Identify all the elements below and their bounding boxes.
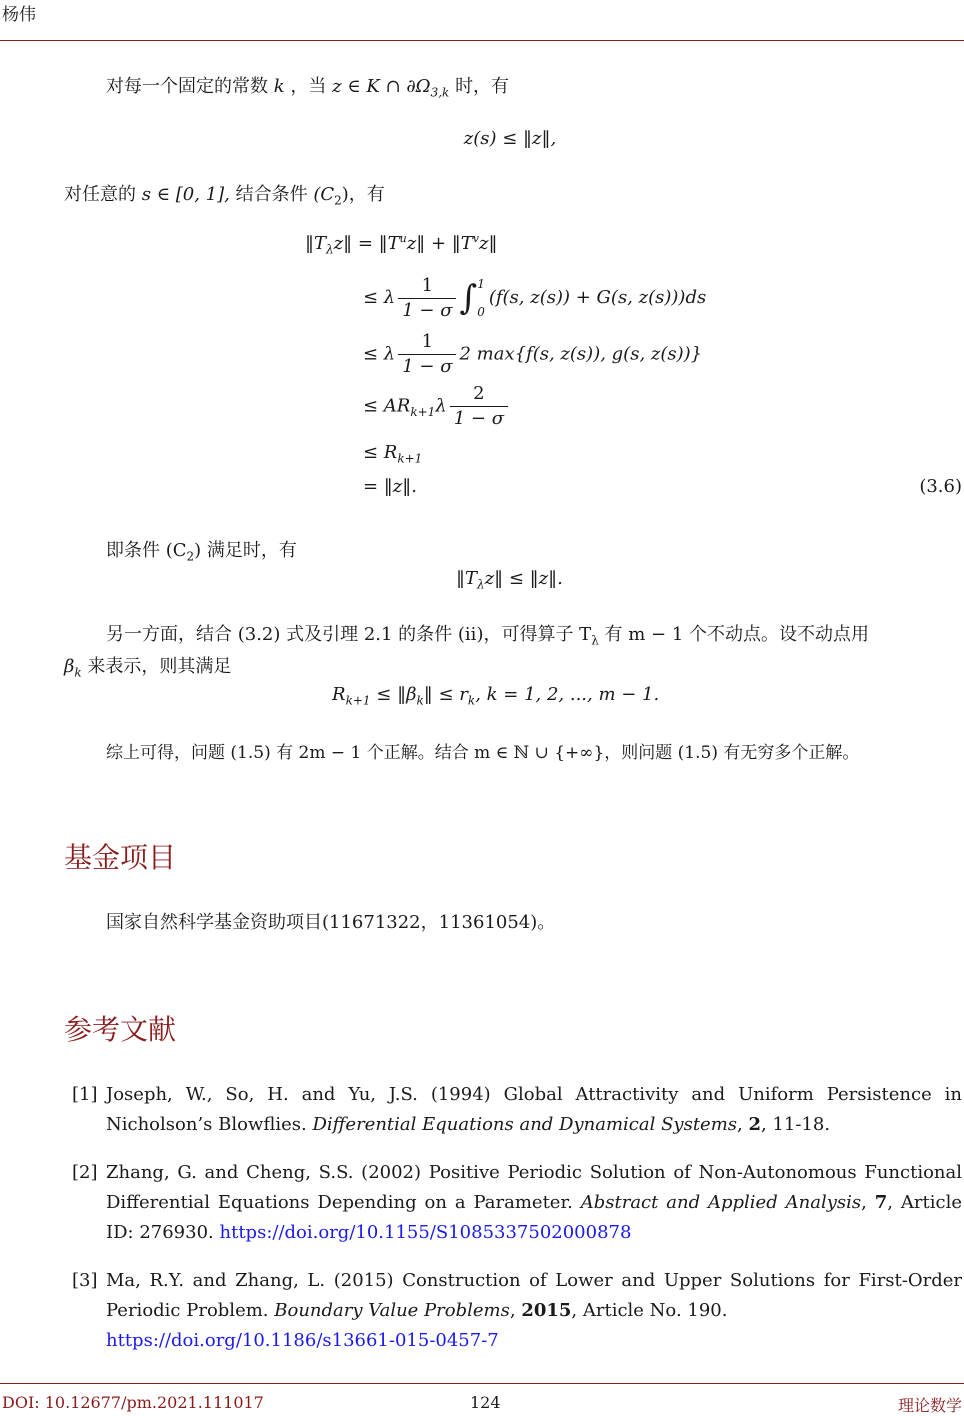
footer-divider xyxy=(0,1383,964,1384)
reference-item-2: [2] Zhang, G. and Cheng, S.S. (2002) Positive Periodic Solution of Non-Autonomous Functional Differential Equations Depending on a Parameter. Abstract and Applied Analysis, 7, Article ID: 276930. https://doi.org/10.1155/S1085337502000878 xyxy=(72,1162,962,1243)
section-title-references: 参考文献 xyxy=(64,1013,177,1046)
paragraph-fixed-points-line1: 另一方面，结合 (3.2) 式及引理 2.1 的条件 (ii)，可得算子 $T_\lambda$ 有 m − 1 个不动点。设不动点用 xyxy=(106,624,870,648)
paragraph-condition-c2: 即条件 $(C_2)$ 满足时，有 xyxy=(106,540,297,564)
equation-number: (3.6) xyxy=(919,476,962,497)
eq-line-5: ≤ $R_{k+1}$ xyxy=(363,442,423,466)
paragraph-fixed-points-line2: $\beta_k$ 来表示，则其满足 xyxy=(64,656,232,680)
reference-item-1: [1] Joseph, W., So, H. and Yu, J.S. (1994) Global Attractivity and Uniform Persistence in Nicholson’s Blowflies. Differential Equations and Dynamical Systems, 2, 11-18. xyxy=(72,1084,962,1135)
paragraph-conclusion: 综上可得，问题 (1.5) 有 2m − 1 个正解。结合 m ∈ ℕ ∪ {+∞}，则问题 (1.5) 有无穷多个正解。 xyxy=(106,743,860,763)
header-divider xyxy=(0,40,964,41)
eq-line-6: = ‖z‖. xyxy=(363,476,418,497)
footer-doi[interactable]: DOI: 10.12677/pm.2021.111017 xyxy=(2,1393,264,1412)
eq-line-1: $‖T_\lambda z‖$ = $‖T^uz‖$ + $‖T^vz‖$ xyxy=(305,232,498,257)
running-header-author: 杨伟 xyxy=(2,5,36,25)
reference-item-3: [3] Ma, R.Y. and Zhang, L. (2015) Construction of Lower and Upper Solutions for First-Order Periodic Problem. Boundary Value Problems, 2015, Article No. 190. https://doi.org/10.1186/s13661-015-0457-7 xyxy=(72,1270,962,1351)
funding-text: 国家自然科学基金资助项目(11671322，11361054)。 xyxy=(106,912,556,933)
equation-beta-bounds: $R_{k+1}$ ≤ $‖\beta_k‖ \le r_k$, k = 1, 2, ..., m − 1. xyxy=(332,684,660,708)
footer-journal-name: 理论数学 xyxy=(897,1396,962,1415)
paragraph-fixed-constant: 对每一个固定的常数 k ，当 z ∈ K ∩ $\partial\Omega_{3,k}$ 时，有 xyxy=(106,76,510,100)
eq-line-2: ≤ λ $\frac{1}{1 - \sigma}$ ∫ 1 0 (f(s, z(s)) + G(s, z(s)))ds xyxy=(363,274,707,321)
reference-3-doi-link[interactable]: https://doi.org/10.1186/s13661-015-0457-7 xyxy=(106,1330,499,1351)
page-number: 124 xyxy=(470,1393,501,1412)
equation-z-bound: z(s) ≤ ‖z‖, xyxy=(463,128,557,149)
reference-2-doi-link[interactable]: https://doi.org/10.1155/S1085337502000878 xyxy=(219,1222,632,1243)
eq-line-3: ≤ λ $\frac{1}{1 - \sigma}$ 2 max{f(s, z(s)), g(s, z(s))} xyxy=(363,331,703,377)
paragraph-any-s: 对任意的 s ∈ [0, 1], 结合条件 $(C_2)$，有 xyxy=(64,184,385,208)
integral-sign: ∫ xyxy=(459,278,478,318)
equation-operator-bound: $‖T_\lambda z‖$ ≤ ‖z‖. xyxy=(456,568,563,592)
eq-line-4: ≤ $AR_{k+1}\lambda$ $\frac{2}{1 - \sigma}$ xyxy=(363,382,511,431)
section-title-funding: 基金项目 xyxy=(64,841,177,874)
